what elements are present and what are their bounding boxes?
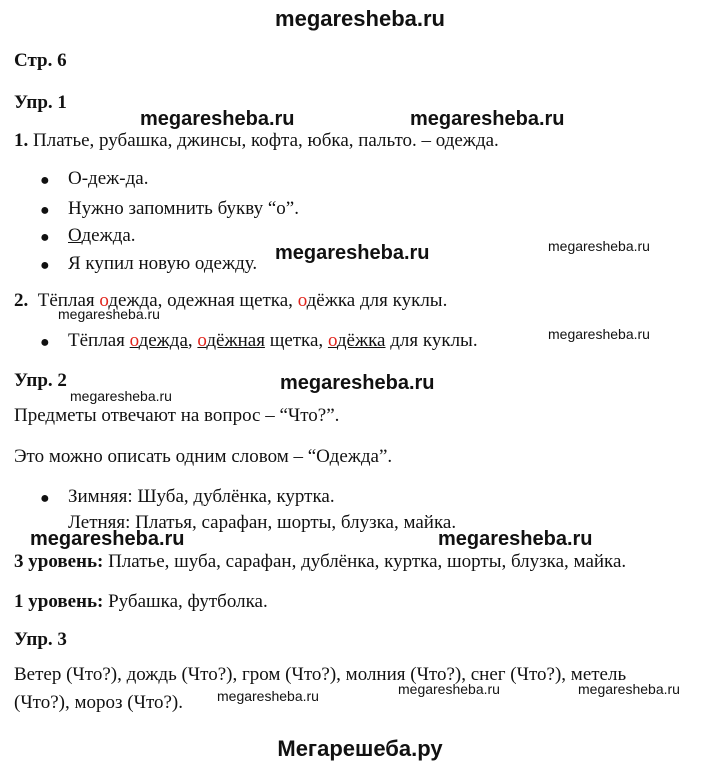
watermark: megaresheba.ru (280, 372, 435, 394)
ex2-line-1: Предметы отвечают на вопрос – “Что?”. (14, 405, 340, 426)
exercise-1-title: Упр. 1 (14, 92, 67, 113)
ex2-level-3: 3 уровень: Платье, шуба, сарафан, дублёнка, куртка, шорты, блузка, майка. (14, 551, 627, 572)
bullet-icon: ● (40, 334, 50, 351)
watermark: megaresheba.ru (410, 108, 565, 130)
ex1-bullet-3: Одежда. (68, 225, 136, 246)
watermark: megaresheba.ru (548, 326, 650, 342)
watermark: megaresheba.ru (398, 681, 500, 697)
site-footer: Мегарешеба.ру (277, 736, 443, 761)
ex1-bullet-1: О-деж-да. (68, 168, 149, 189)
ex1-item2: 2. Тёплая одежда, одежная щетка, одёжка для куклы. (14, 290, 448, 311)
watermark: megaresheba.ru (217, 688, 319, 704)
ex2-bullet-winter: Зимняя: Шуба, дублёнка, куртка. (68, 486, 335, 507)
ex1-bullet-4: Я купил новую одежду. (68, 253, 258, 274)
bullet-icon: ● (40, 172, 50, 189)
ex2-level-1: 1 уровень: Рубашка, футболка. (14, 591, 268, 612)
watermark: megaresheba.ru (70, 388, 172, 404)
watermark: megaresheba.ru (438, 528, 593, 550)
underlined-letter: О (68, 225, 82, 246)
watermark: megaresheba.ru (140, 108, 295, 130)
site-header: megaresheba.ru (275, 6, 445, 31)
watermark: megaresheba.ru (30, 528, 185, 550)
ex1-item1-number: 1. (14, 130, 29, 151)
ex1-bullet-2: Нужно запомнить букву “о”. (68, 198, 299, 219)
ex3-line-1: Ветер (Что?), дождь (Что?), гром (Что?), молния (Что?), снег (Что?), метель (14, 664, 627, 685)
exercise-2-title: Упр. 2 (14, 370, 67, 391)
watermark: megaresheba.ru (58, 306, 160, 322)
ex1-item1 (14, 130, 499, 152)
watermark: megaresheba.ru (548, 238, 650, 254)
exercise-3-title: Упр. 3 (14, 629, 67, 650)
ex1-item2-bullet: Тёплая одежда, одёжная щетка, одёжка для куклы. (68, 330, 478, 351)
watermark: megaresheba.ru (578, 681, 680, 697)
ex1-item1-text: Платье, рубашка, джинсы, кофта, юбка, пальто. – одежда. (33, 130, 499, 151)
bullet-icon: ● (40, 202, 50, 219)
bullet-icon: ● (40, 257, 50, 274)
page-label: Стр. 6 (14, 50, 67, 71)
bullet-icon: ● (40, 229, 50, 246)
bullet-icon: ● (40, 490, 50, 507)
ex2-summer-line: Летняя: Платья, сарафан, шорты, блузка, майка. (68, 512, 457, 533)
ex3-line-2: (Что?), мороз (Что?). (14, 692, 184, 713)
ex2-line-2: Это можно описать одним словом – “Одежда”. (14, 446, 393, 467)
watermark: megaresheba.ru (275, 242, 430, 264)
